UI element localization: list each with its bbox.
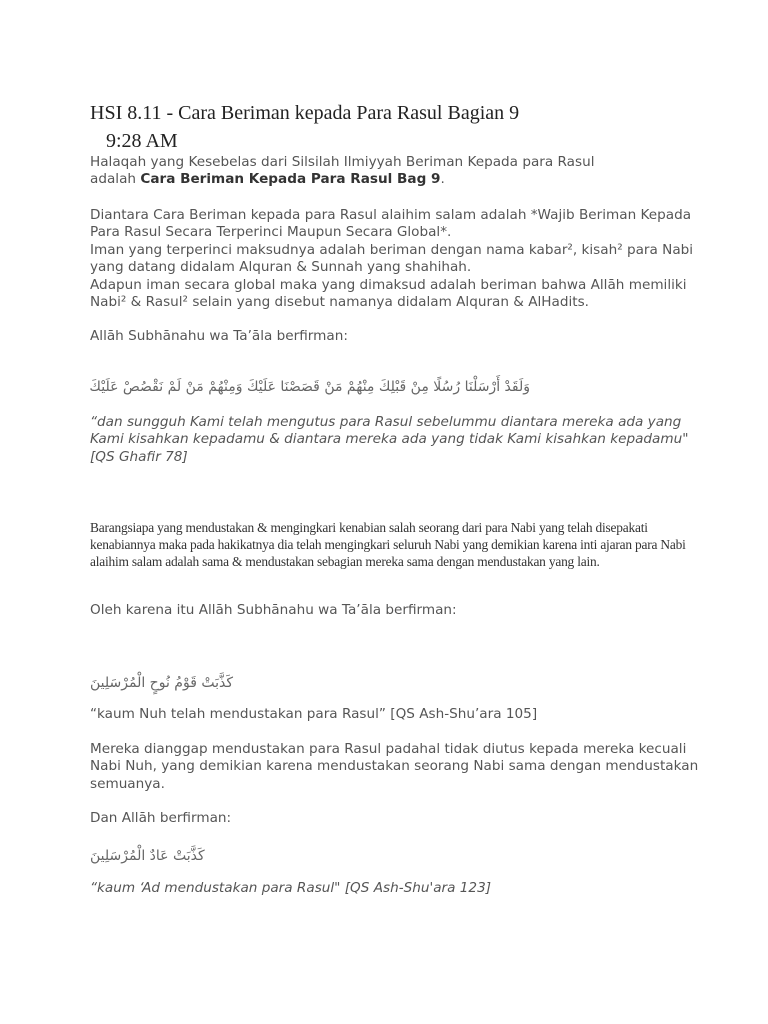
intro-bold-title: Cara Beriman Kepada Para Rasul Bag 9 bbox=[140, 171, 441, 188]
ayat-1-arabic: وَلَقَدْ أَرْسَلْنَا رُسُلًا مِنْ قَبْلِكَ مِنْهُمْ مَنْ قَصَصْنَا عَلَيْكَ وَمِنْهُمْ مَنْ لَمْ نَقْصُصْ عَلَيْكَ bbox=[89, 379, 530, 395]
paragraph-mendustakan: Barangsiapa yang mendustakan & mengingkari kenabian salah seorang dari para Nabi yang telah disepakati kenabiannya maka pada hakikatnya dia telah mengingkari seluruh Nabi yang demikian karena inti ajaran para Nabi alaihim salam adalah sama & mendustakan sebagian mereka sama dengan mendustakan yang lain. bbox=[90, 520, 686, 570]
ayat-3-translation: “kaum ‘Ad mendustakan para Rasul" [QS Ash-Shu'ara 123] bbox=[90, 880, 492, 896]
ayat-2-translation: “kaum Nuh telah mendustakan para Rasul” [QS Ash-Shu’ara 105] bbox=[90, 706, 538, 722]
intro-line-2-prefix: adalah bbox=[90, 171, 141, 188]
ayat-3-arabic: كَذَّبَتْ عَادٌ الْمُرْسَلِينَ bbox=[90, 848, 205, 864]
ayat-2-arabic: كَذَّبَتْ قَوْمُ نُوحٍ الْمُرْسَلِينَ bbox=[90, 675, 233, 691]
firman-intro-3: Dan Allāh berfirman: bbox=[90, 810, 232, 826]
paragraph-nabi-nuh: Mereka dianggap mendustakan para Rasul padahal tidak diutus kepada mereka kecuali Nabi Nuh, yang demikian karena mendustakan seorang Nabi sama dengan mendustakan semuanya. bbox=[90, 741, 699, 792]
page-title: HSI 8.11 - Cara Beriman kepada Para Rasul Bagian 9 bbox=[90, 102, 520, 124]
firman-intro-1: Allāh Subhānahu wa Ta’āla berfirman: bbox=[90, 328, 348, 344]
firman-intro-2: Oleh karena itu Allāh Subhānahu wa Ta’āla berfirman: bbox=[90, 602, 457, 618]
intro-paragraph bbox=[90, 154, 700, 189]
post-time: 9:28 AM bbox=[106, 130, 178, 152]
ayat-1-translation: “dan sungguh Kami telah mengutus para Rasul sebelummu diantara mereka ada yang Kami kisahkan kepadamu & diantara mereka ada yang tidak Kami kisahkan kepadamu" [QS Ghafir 78] bbox=[90, 414, 689, 465]
paragraph-global-iman: Diantara Cara Beriman kepada para Rasul alaihim salam adalah *Wajib Beriman Kepada Para Rasul Secara Terperinci Maupun Secara Global*. Iman yang terperinci maksudnya adalah beriman dengan nama kabar², kisah² para Nabi yang datang didalam Alquran & Sunnah yang shahihah. Adapun iman secara global maka yang dimaksud adalah beriman bahwa Allāh memiliki Nabi² & Rasul² selain yang disebut namanya didalam Alquran & AlHadits. bbox=[90, 207, 694, 311]
intro-line-1: Halaqah yang Kesebelas dari Silsilah Ilmiyyah Beriman Kepada para Rasul bbox=[90, 154, 595, 170]
intro-line-2-suffix: . bbox=[440, 171, 445, 188]
